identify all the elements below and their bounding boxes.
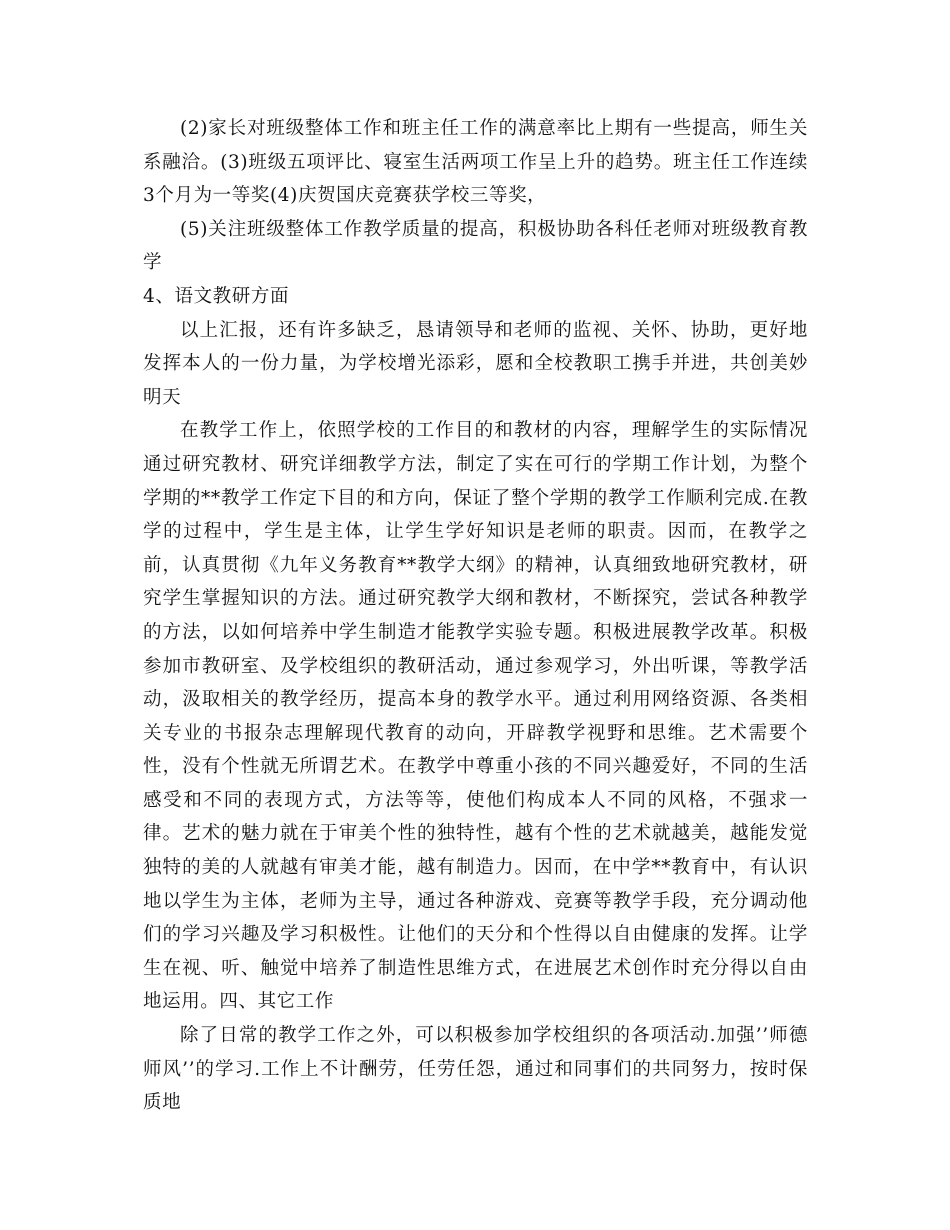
section-heading-chinese-research: 4、语文教研方面 [143,285,290,307]
paragraph-class-achievements: (2)家长对班级整体工作和班主任工作的满意率比上期有一些提高，师生关系融洽。(3)班级五项评比、寝室生活两项工作呈上升的趋势。班主任工作连续3个月为一等奖(4)庆贺国庆竞赛获学校三等奖， [143,118,808,207]
document-body [143,112,808,1120]
paragraph-other-work: 除了日常的教学工作之外，可以积极参加学校组织的各项活动.加强’’师德师风’’的学习.工作上不计酬劳，任劳任怨，通过和同事们的共同努力，按时保质地 [143,1025,808,1114]
paragraph-teaching-work: 在教学工作上，依照学校的工作目的和教材的内容，理解学生的实际情况通过研究教材、研究详细教学方法，制定了实在可行的学期工作计划，为整个学期的**教学工作定下目的和方向，保证了整个学期的教学工作顺利完成.在教学的过程中，学生是主体，让学生学好知识是老师的职责。因而，在教学之前，认真贯彻《九年义务教育**教学大纲》的精神，认真细致地研究教材，研究学生掌握知识的方法。通过研究教学大纲和教材，不断探究，尝试各种教学的方法，以如何培养中学生制造才能教学实验专题。积极进展教学改革。积极参加市教研室、及学校组织的教研活动，通过参观学习，外出听课，等教学活动，汲取相关的教学经历，提高本身的教学水平。通过利用网络资源、各类相关专业的书报杂志理解现代教育的动向，开辟教学视野和思维。艺术需要个性，没有个性就无所谓艺术。在教学中尊重小孩的不同兴趣爱好，不同的生活感受和不同的表现方式，方法等等，使他们构成本人不同的风格，不强求一律。艺术的魅力就在于审美个性的独特性，越有个性的艺术就越美，越能发觉独特的美的人就越有审美才能，越有制造力。因而，在中学**教育中，有认识地以学生为主体，老师为主导，通过各种游戏、竞赛等教学手段，充分调动他们的学习兴趣及学习积极性。让他们的天分和个性得以自由健康的发挥。让学生在视、听、触觉中培养了制造性思维方式，在进展艺术创作时充分得以自由地运用。四、其它工作 [143,420,808,1013]
paragraph-teaching-quality: (5)关注班级整体工作教学质量的提高，积极协助各科任老师对班级教育教学 [143,218,808,274]
paragraph-report-closing: 以上汇报，还有许多缺乏，恳请领导和老师的监视、关怀、协助，更好地发挥本人的一份力量，为学校增光添彩，愿和全校教职工携手并进，共创美妙明天 [143,319,808,408]
